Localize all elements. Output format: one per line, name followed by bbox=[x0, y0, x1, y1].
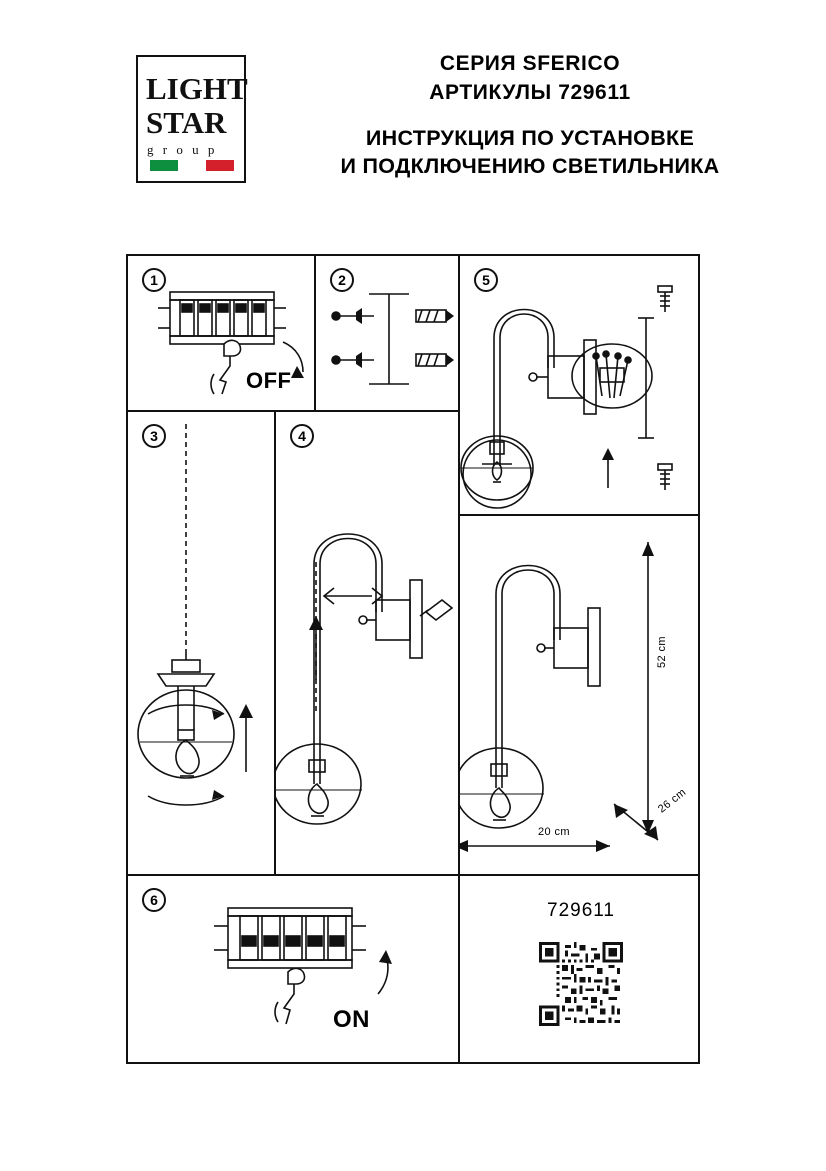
dimension-height-label: 52 cm bbox=[656, 636, 668, 668]
pendant-adjust-illustration bbox=[128, 412, 278, 878]
step-number-1: 1 bbox=[142, 268, 166, 292]
panel-step-2 bbox=[314, 254, 460, 412]
dimension-depth-label: 26 cm bbox=[656, 786, 689, 816]
step-number-6: 6 bbox=[142, 888, 166, 912]
instruction-line-2: И ПОДКЛЮЧЕНИЮ СВЕТИЛЬНИКА bbox=[340, 154, 720, 178]
panel-step-4 bbox=[274, 410, 460, 876]
document-header bbox=[0, 0, 826, 210]
brand-logo bbox=[136, 55, 246, 183]
step-number-2: 2 bbox=[330, 268, 354, 292]
anchor-screw-illustration bbox=[316, 256, 462, 414]
step-number-3: 3 bbox=[142, 424, 166, 448]
power-off-label: OFF bbox=[246, 368, 292, 393]
wall-lamp-adjust-illustration bbox=[276, 412, 462, 878]
logo-text-star: STAR bbox=[146, 105, 227, 140]
lamp-dimensions-illustration bbox=[460, 516, 702, 878]
product-code-label: 729611 bbox=[547, 900, 615, 921]
series-title: СЕРИЯ SFERICO bbox=[439, 52, 621, 75]
breaker-off-illustration bbox=[128, 256, 318, 414]
logo-text-light: LIGHT bbox=[146, 71, 248, 106]
step-number-5: 5 bbox=[474, 268, 498, 292]
instruction-title bbox=[250, 124, 810, 180]
instruction-panels bbox=[126, 254, 700, 1064]
step-number-4: 4 bbox=[290, 424, 314, 448]
logo-text-group: g r o u p bbox=[147, 142, 218, 157]
italy-flag-icon bbox=[150, 160, 234, 171]
wall-mount-illustration bbox=[460, 256, 702, 518]
dimension-width-label: 20 cm bbox=[538, 826, 570, 838]
panel-dimensions bbox=[458, 514, 700, 876]
panel-step-6 bbox=[126, 874, 460, 1064]
article-title: АРТИКУЛЫ 729611 bbox=[429, 81, 631, 104]
power-on-label: ON bbox=[333, 1006, 370, 1033]
panel-step-3 bbox=[126, 410, 276, 876]
instruction-line-1: ИНСТРУКЦИЯ ПО УСТАНОВКЕ bbox=[365, 126, 695, 150]
panel-product-code bbox=[458, 874, 700, 1064]
qr-code[interactable] bbox=[539, 942, 623, 1026]
panel-step-1 bbox=[126, 254, 316, 412]
title-block bbox=[250, 52, 810, 180]
breaker-on-illustration bbox=[128, 876, 462, 1066]
panel-step-5 bbox=[458, 254, 700, 516]
